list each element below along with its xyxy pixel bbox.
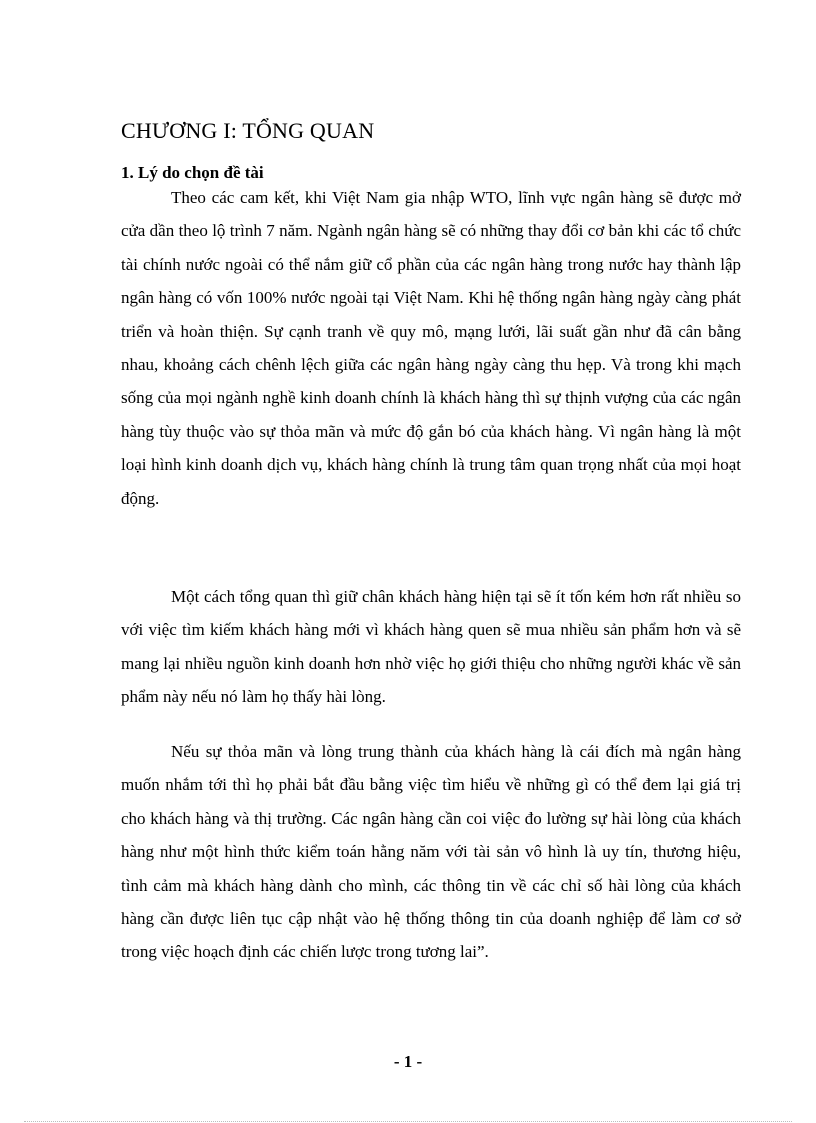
- paragraph-3: Nếu sự thỏa mãn và lòng trung thành của khách hàng là cái đích mà ngân hàng muốn nhắm tới thì họ phải bắt đầu bằng việc tìm hiểu về những gì có thể đem lại giá trị cho khách hàng và thị trường. Các ngân hàng cần coi việc đo lường sự hài lòng của khách hàng như một hình thức kiểm toán hằng năm với tài sản vô hình là uy tín, thương hiệu, tình cảm mà khách hàng dành cho mình, các thông tin về các chỉ số hài lòng của khách hàng cần được liên tục cập nhật vào hệ thống thông tin của doanh nghiệp để làm cơ sở trong việc hoạch định các chiến lược trong tương lai”.: [121, 742, 741, 962]
- paragraph-1: Theo các cam kết, khi Việt Nam gia nhập WTO, lĩnh vực ngân hàng sẽ được mở cửa dần theo lộ trình 7 năm. Ngành ngân hàng sẽ có những thay đổi cơ bản khi các tổ chức tài chính nước ngoài có thể nắm giữ cổ phần của các ngân hàng trong nước hay thành lập ngân hàng có vốn 100% nước ngoài tại Việt Nam. Khi hệ thống ngân hàng ngày càng phát triển và hoàn thiện. Sự cạnh tranh về quy mô, mạng lưới, lãi suất gần như đã cân bằng nhau, khoảng cách chênh lệch giữa các ngân hàng ngày càng thu hẹp. Và trong khi mạch sống của mọi ngành nghề kinh doanh chính là khách hàng thì sự thịnh vượng của các ngân hàng tùy thuộc vào sự thỏa mãn và mức độ gắn bó của khách hàng. Vì ngân hàng là một loại hình kinh doanh dịch vụ, khách hàng chính là trung tâm quan trọng nhất của mọi hoạt động.: [121, 188, 741, 508]
- section-heading: 1. Lý do chọn đề tài: [121, 163, 264, 182]
- chapter-title: CHƯƠNG I: TỔNG QUAN: [121, 118, 375, 143]
- page-bottom-border: [24, 1121, 792, 1122]
- page-number: - 1 -: [393, 1052, 423, 1071]
- paragraph-2: Một cách tổng quan thì giữ chân khách hàng hiện tại sẽ ít tốn kém hơn rất nhiều so với việc tìm kiếm khách hàng mới vì khách hàng quen sẽ mua nhiều sản phẩm hơn và sẽ mang lại nhiều nguồn kinh doanh hơn nhờ việc họ giới thiệu cho những người khác về sản phẩm này nếu nó làm họ thấy hài lòng.: [121, 587, 741, 707]
